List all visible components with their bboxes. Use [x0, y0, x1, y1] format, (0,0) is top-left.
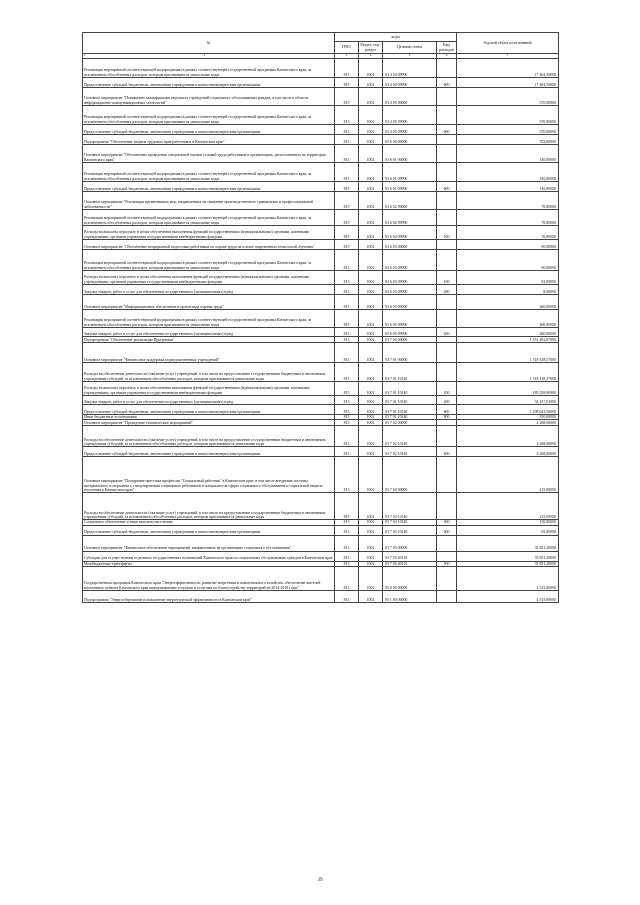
row-target-article: 03 7 01 10140	[383, 396, 437, 405]
table-row	[83, 125, 559, 135]
header-expense-type: Вид расходов	[437, 42, 457, 54]
row-name: Расходы на выплаты персоналу в целях обеспечения выполнения функций государственными (муниципальными) органами, казенными учреждениями, органами управления государственными внебюджетными фондами	[83, 382, 335, 396]
row-grbs: 815	[335, 88, 359, 106]
row-grbs: 815	[335, 566, 359, 590]
row-razdel: 1002	[359, 493, 383, 520]
row-name: Предоставление субсидий бюджетным, автономным учреждениям и иным некоммерческим организациям	[83, 447, 335, 457]
row-amount: 76,00000	[457, 210, 559, 226]
row-expense-type: 600	[437, 447, 457, 457]
row-name: Основное мероприятие "Обеспечение проведения специальной оценки условий труда работников в организациях, расположенных на территории Камчатского края"	[83, 145, 335, 163]
row-name: Основное мероприятие "Проведение тематических мероприятий"	[83, 420, 335, 426]
row-name: Межбюджетные трансферты	[83, 561, 335, 566]
row-target-article: 03 6 02 09990	[383, 226, 437, 240]
row-expense-type	[437, 88, 457, 106]
row-expense-type	[437, 310, 457, 328]
row-name: Реализация мероприятий соответствующей подпрограммы в рамках соответствующей государственной программы Камчатского края, за исключением обособленных расходов, которым присваиваются уникальные коды	[83, 163, 335, 182]
row-razdel: 1002	[359, 78, 383, 88]
table-row	[83, 240, 559, 250]
row-target-article: 05 1 00 00000	[383, 590, 437, 602]
row-target-article: 03 6 03 09990	[383, 271, 437, 285]
row-amount: 215,00000	[457, 493, 559, 520]
table-row	[83, 145, 559, 163]
row-target-article: 03 6 02 09990	[383, 210, 437, 226]
row-grbs: 815	[335, 310, 359, 328]
row-grbs: 815	[335, 295, 359, 310]
row-target-article: 03 4 04 09990	[383, 59, 437, 78]
row-grbs: 815	[335, 328, 359, 337]
row-grbs: 815	[335, 520, 359, 525]
row-name: Основное мероприятие "Финансовое поддержка подведомственных учреждений"	[83, 343, 335, 363]
row-amount: 336,00000	[457, 145, 559, 163]
row-grbs: 815	[335, 210, 359, 226]
row-name: Предоставление субсидий бюджетным, автономным учреждениям и иным некоммерческим организациям	[83, 125, 335, 135]
table-row	[83, 135, 559, 145]
row-target-article: 03 6 02 00000	[383, 192, 437, 210]
row-target-article: 03 7 05 40110	[383, 561, 437, 566]
row-target-article: 03 7 01 10140	[383, 405, 437, 415]
table-row	[83, 343, 559, 363]
row-expense-type	[437, 295, 457, 310]
row-amount: 1 551 492,87000	[457, 337, 559, 343]
row-razdel: 1002	[359, 382, 383, 396]
row-razdel: 1002	[359, 135, 383, 145]
table-row	[83, 590, 559, 602]
row-amount: 570,00000	[457, 125, 559, 135]
row-razdel: 1002	[359, 420, 383, 426]
row-expense-type: 600	[437, 78, 457, 88]
row-name: Закупка товаров, работ и услуг для обеспечения государственных (муниципальных) нужд	[83, 285, 335, 295]
row-amount: 35 851,30000	[457, 535, 559, 551]
row-grbs: 815	[335, 525, 359, 535]
row-name: Подпрограмма "Обеспечение реализации Программы"	[83, 337, 335, 343]
row-razdel: 1002	[359, 240, 383, 250]
row-razdel: 1002	[359, 525, 383, 535]
row-grbs: 815	[335, 382, 359, 396]
table-row	[83, 106, 559, 125]
table-row	[83, 271, 559, 285]
row-razdel: 1002	[359, 163, 383, 182]
row-razdel: 1002	[359, 551, 383, 561]
header-name: №	[83, 33, 335, 54]
row-expense-type	[437, 590, 457, 602]
row-target-article: 03 7 04 10140	[383, 520, 437, 525]
row-expense-type: 600	[437, 525, 457, 535]
row-target-article: 03 4 05 09990	[383, 125, 437, 135]
row-grbs: 815	[335, 337, 359, 343]
row-amount: 35 851,30000	[457, 551, 559, 561]
row-target-article: 03 6 03 00000	[383, 240, 437, 250]
row-amount: 82,00000	[457, 271, 559, 285]
row-target-article: 03 7 05 00000	[383, 535, 437, 551]
row-name: Закупка товаров, работ и услуг для обеспечения государственных (муниципальных) нужд	[83, 328, 335, 337]
row-name: Иные бюджетные ассигнования	[83, 415, 335, 420]
row-amount: 150,00000	[457, 520, 559, 525]
row-name: Реализация мероприятий соответствующей подпрограммы в рамках соответствующей государственной программы Камчатского края, за исключением обособленных расходов, которым присваиваются уникальные коды	[83, 210, 335, 226]
col-num-2-label: 2	[203, 53, 206, 58]
row-amount: 336,00000	[457, 163, 559, 182]
row-name: Основное мероприятие "Реализация превентивных мер, направленных на снижение производственного травматизма и профессиональной заболеваемости"	[83, 192, 335, 210]
table-row	[83, 192, 559, 210]
table-row	[83, 210, 559, 226]
row-amount: 260,00000	[457, 328, 559, 337]
row-name: Закупка товаров, работ и услуг для обеспечения государственных (муниципальных) нужд	[83, 396, 335, 405]
row-expense-type	[437, 145, 457, 163]
table-row	[83, 250, 559, 271]
row-razdel: 1002	[359, 210, 383, 226]
row-target-article: 03 6 05 00000	[383, 295, 437, 310]
row-expense-type: 100	[437, 271, 457, 285]
row-amount: 4 515,00000	[457, 590, 559, 602]
row-razdel: 1002	[359, 457, 383, 493]
row-amount: 570,00000	[457, 106, 559, 125]
row-target-article: 03 6 05 09990	[383, 310, 437, 328]
row-razdel: 1002	[359, 363, 383, 382]
row-name: Основное мероприятие "Информационное обеспечение и пропаганда охраны труда"	[83, 295, 335, 310]
row-razdel: 1002	[359, 250, 383, 271]
row-grbs: 815	[335, 396, 359, 405]
row-target-article: 03 7 04 00000	[383, 457, 437, 493]
row-expense-type	[437, 192, 457, 210]
row-expense-type: 300	[437, 520, 457, 525]
row-grbs: 815	[335, 426, 359, 447]
row-expense-type	[437, 535, 457, 551]
row-expense-type	[437, 363, 457, 382]
row-target-article: 03 4 04 09990	[383, 78, 437, 88]
row-target-article: 03 7 02 10140	[383, 447, 437, 457]
row-grbs: 815	[335, 415, 359, 420]
row-grbs: 815	[335, 145, 359, 163]
table-row	[83, 535, 559, 551]
col-num-5: 5	[383, 54, 437, 59]
row-expense-type: 800	[437, 415, 457, 420]
table-row	[83, 525, 559, 535]
row-expense-type: 500	[437, 561, 457, 566]
row-target-article: 05 0 00 00000	[383, 566, 437, 590]
row-grbs: 815	[335, 59, 359, 78]
budget-table-page	[82, 32, 558, 603]
row-expense-type: 200	[437, 328, 457, 337]
row-grbs: 815	[335, 135, 359, 145]
row-name: Предоставление субсидий бюджетным, автономным учреждениям и иным некоммерческим организациям	[83, 525, 335, 535]
row-expense-type	[437, 551, 457, 561]
row-name: Социальное обеспечение и иные выплаты населению	[83, 520, 335, 525]
table-row	[83, 551, 559, 561]
row-amount: 35 851,30000	[457, 561, 559, 566]
row-grbs: 815	[335, 106, 359, 125]
row-grbs: 815	[335, 271, 359, 285]
row-target-article: 03 7 01 10140	[383, 363, 437, 382]
row-razdel: 1002	[359, 226, 383, 240]
row-amount: 1 298 043,56000	[457, 405, 559, 415]
row-target-article: 03 7 05 40110	[383, 551, 437, 561]
header-grbs: ГРБС	[335, 42, 359, 54]
row-razdel: 1002	[359, 415, 383, 420]
row-expense-type: 100	[437, 226, 457, 240]
row-name: Расходы на выплаты персоналу в целях обеспечения выполнения функций государственными (муниципальными) органами, казенными учреждениями, органами управления государственными внебюджетными фондами	[83, 226, 335, 240]
row-grbs: 815	[335, 590, 359, 602]
row-razdel: 1002	[359, 343, 383, 363]
table-row	[83, 396, 559, 405]
row-expense-type: 600	[437, 125, 457, 135]
row-target-article: 03 7 01 10140	[383, 382, 437, 396]
table-row	[83, 163, 559, 182]
row-target-article: 03 4 05 09990	[383, 106, 437, 125]
row-target-article: 03 4 05 00000	[383, 88, 437, 106]
col-num-1-label: 1	[84, 53, 86, 58]
row-amount: 260,00000	[457, 310, 559, 328]
row-razdel: 1002	[359, 447, 383, 457]
row-razdel: 1002	[359, 328, 383, 337]
header-razdel: Раздел, под-раздел	[360, 43, 381, 52]
row-amount: 90,00000	[457, 240, 559, 250]
col-num-4: 4	[359, 54, 383, 59]
row-amount: 4 268,00000	[457, 426, 559, 447]
row-grbs: 815	[335, 493, 359, 520]
row-razdel: 1002	[359, 396, 383, 405]
row-target-article: 03 6 01 00000	[383, 145, 437, 163]
row-target-article: 03 6 05 09990	[383, 328, 437, 337]
table-row	[83, 447, 559, 457]
table-row	[83, 566, 559, 590]
table-row	[83, 295, 559, 310]
row-name: Подпрограмма "Обеспечение защиты трудовых прав работников в Камчатском крае"	[83, 135, 335, 145]
row-name: Основное мероприятие "Повышение квалификации персонала учреждений социального обслуживания граждан, в том числе в области информационно-коммуникационных технологий"	[83, 88, 335, 106]
row-amount: 65,00000	[457, 525, 559, 535]
table-row	[83, 363, 559, 382]
header-codes: коды	[335, 33, 457, 42]
row-name: Расходы на обеспечение деятельности (оказание услуг) учреждений, в том числе на предоставление государственным бюджетным и автономным учреждениям субсидий, за исключением обособленных расходов, которым присваиваются уникальные коды	[83, 363, 335, 382]
row-expense-type	[437, 240, 457, 250]
row-razdel: 1002	[359, 271, 383, 285]
row-amount: 350,00000	[457, 415, 559, 420]
row-grbs: 815	[335, 535, 359, 551]
row-grbs: 815	[335, 363, 359, 382]
row-expense-type	[437, 250, 457, 271]
row-razdel: 1002	[359, 106, 383, 125]
row-name: Государственная программа Камчатского края "Энергоэффективность, развитие энергетики и коммунального хозяйства, обеспечение жителей населенных пунктов Камчатского края коммунальными услугами и услугами по благоустройству территорий на 2014-2018 годы"	[83, 566, 335, 590]
row-name: Основное мероприятие "Поощрение престижа профессии "Социальный работник" в Камчатском крае, в том числе внедрение системы материального и морального стимулирования социальных работников и специалистов сферы социального обслуживания и социальной защиты населения в Камчатском крае"	[83, 457, 335, 493]
table-row	[83, 328, 559, 337]
row-amount: 17 464,50000	[457, 59, 559, 78]
row-amount: 702,00000	[457, 135, 559, 145]
row-razdel: 1002	[359, 310, 383, 328]
col-num-3: 3	[335, 54, 359, 59]
row-expense-type: 100	[437, 382, 457, 396]
row-expense-type: 600	[437, 182, 457, 192]
row-grbs: 815	[335, 447, 359, 457]
row-name: Основное мероприятие "Финансовое обеспечение мероприятий, направленных на организацию социального обслуживания"	[83, 535, 335, 551]
row-expense-type	[437, 343, 457, 363]
row-razdel: 1002	[359, 337, 383, 343]
row-expense-type	[437, 135, 457, 145]
table-row	[83, 78, 559, 88]
row-razdel: 1002	[359, 566, 383, 590]
row-grbs: 815	[335, 405, 359, 415]
row-grbs: 815	[335, 285, 359, 295]
row-expense-type	[437, 566, 457, 590]
row-razdel: 1002	[359, 145, 383, 163]
row-grbs: 815	[335, 551, 359, 561]
row-amount: 336,00000	[457, 182, 559, 192]
row-amount: 90,00000	[457, 250, 559, 271]
col-num-6: 6	[437, 54, 457, 59]
table-row	[83, 405, 559, 415]
header-amount: Годовой объем ассигнований	[457, 33, 559, 54]
row-target-article: 03 6 01 09990	[383, 163, 437, 182]
table-row	[83, 88, 559, 106]
row-grbs: 815	[335, 240, 359, 250]
row-amount: 185 528,00000	[457, 382, 559, 396]
table-row	[83, 310, 559, 328]
row-razdel: 1002	[359, 535, 383, 551]
row-razdel: 1002	[359, 285, 383, 295]
row-name: Расходы на обеспечение деятельности (оказание услуг) учреждений, в том числе на предоставление государственным бюджетным и автономным учреждениям субсидий, за исключением обособленных расходов, которым присваиваются уникальные коды	[83, 426, 335, 447]
row-expense-type	[437, 59, 457, 78]
row-name: Реализация мероприятий соответствующей подпрограммы в рамках соответствующей государственной программы Камчатского края, за исключением обособленных расходов, которым присваиваются уникальные коды	[83, 250, 335, 271]
table-row	[83, 493, 559, 520]
col-num-7: 7	[457, 54, 559, 59]
row-name: Расходы на обеспечение деятельности (оказание услуг) учреждений, в том числе на предоставление государственным бюджетным и автономным учреждениям субсидий, за исключением обособленных расходов, которым присваиваются уникальные коды	[83, 493, 335, 520]
row-razdel: 1002	[359, 561, 383, 566]
table-body	[83, 59, 559, 603]
header-target-article: Целевая статья	[383, 42, 437, 54]
row-grbs: 815	[335, 420, 359, 426]
row-grbs: 815	[335, 250, 359, 271]
row-grbs: 815	[335, 192, 359, 210]
row-amount: 215,00000	[457, 457, 559, 493]
row-name: Предоставление субсидий бюджетным, автономным учреждениям и иным некоммерческим организациям	[83, 182, 335, 192]
row-amount: 17 464,50000	[457, 78, 559, 88]
row-name: Реализация мероприятий соответствующей подпрограммы в рамках соответствующей государственной программы Камчатского края, за исключением обособленных расходов, которым присваиваются уникальные коды	[83, 310, 335, 328]
row-grbs: 815	[335, 125, 359, 135]
row-amount: 4 268,00000	[457, 447, 559, 457]
row-expense-type	[437, 457, 457, 493]
row-amount: 76,00000	[457, 192, 559, 210]
row-grbs: 815	[335, 457, 359, 493]
row-expense-type	[437, 163, 457, 182]
row-name: Основное мероприятие "Обеспечение непрерывной подготовки работников по охране труда на основе современных технологий обучения"	[83, 240, 335, 250]
table-row	[83, 285, 559, 295]
row-razdel: 1002	[359, 88, 383, 106]
row-amount: 1 518 158,57000	[457, 343, 559, 363]
row-target-article: 03 6 03 09990	[383, 285, 437, 295]
row-expense-type: 600	[437, 405, 457, 415]
table-row	[83, 457, 559, 493]
row-amount: 1 518 158,57000	[457, 363, 559, 382]
row-amount: 570,00000	[457, 88, 559, 106]
row-expense-type: 200	[437, 396, 457, 405]
row-razdel: 1002	[359, 590, 383, 602]
row-target-article: 03 7 00 00000	[383, 337, 437, 343]
row-amount: 4 515,00000	[457, 566, 559, 590]
row-grbs: 815	[335, 561, 359, 566]
row-razdel: 1002	[359, 192, 383, 210]
row-razdel: 1002	[359, 295, 383, 310]
row-razdel: 1002	[359, 59, 383, 78]
row-razdel: 1002	[359, 125, 383, 135]
page-number: 39	[317, 878, 323, 883]
row-expense-type	[437, 493, 457, 520]
row-expense-type	[437, 426, 457, 447]
table-row	[83, 426, 559, 447]
row-amount: 4 268,00000	[457, 420, 559, 426]
row-razdel: 1002	[359, 405, 383, 415]
row-grbs: 815	[335, 343, 359, 363]
row-target-article: 03 7 01 10140	[383, 415, 437, 420]
row-target-article: 03 6 03 09990	[383, 250, 437, 271]
row-name: Подпрограмма "Энергосбережение и повышение энергетической эффективности в Камчатском крае"	[83, 590, 335, 602]
table-row	[83, 382, 559, 396]
row-expense-type	[437, 210, 457, 226]
row-amount: 34 237,01000	[457, 396, 559, 405]
row-grbs: 815	[335, 182, 359, 192]
row-target-article: 03 7 04 10140	[383, 493, 437, 520]
row-grbs: 815	[335, 226, 359, 240]
table-row	[83, 226, 559, 240]
row-grbs: 815	[335, 78, 359, 88]
row-target-article: 03 7 02 10140	[383, 426, 437, 447]
budget-table	[82, 32, 559, 603]
row-target-article: 03 6 00 00000	[383, 135, 437, 145]
row-target-article: 03 7 04 10140	[383, 525, 437, 535]
row-name: Расходы на выплаты персоналу в целях обеспечения выполнения функций государственными (муниципальными) органами, казенными учреждениями, органами управления государственными внебюджетными фондами	[83, 271, 335, 285]
row-amount: 76,00000	[457, 226, 559, 240]
row-amount: 260,00000	[457, 295, 559, 310]
row-target-article: 03 7 02 00000	[383, 420, 437, 426]
table-row	[83, 59, 559, 78]
row-razdel: 1002	[359, 182, 383, 192]
row-razdel: 1002	[359, 520, 383, 525]
row-name: Реализация мероприятий соответствующей подпрограммы в рамках соответствующей государственной программы Камчатского края, за исключением обособленных расходов, которым присваиваются уникальные коды	[83, 106, 335, 125]
row-expense-type	[437, 106, 457, 125]
row-name: Предоставление субсидий бюджетным, автономным учреждениям и иным некоммерческим организациям	[83, 405, 335, 415]
table-row	[83, 182, 559, 192]
row-target-article: 03 6 01 09990	[383, 182, 437, 192]
row-razdel: 1002	[359, 426, 383, 447]
row-grbs: 815	[335, 163, 359, 182]
row-expense-type: 200	[437, 285, 457, 295]
row-name: Реализация мероприятий соответствующей подпрограммы в рамках соответствующей государственной программы Камчатского края, за исключением обособленных расходов, которым присваиваются уникальные коды	[83, 59, 335, 78]
row-amount: 8,00000	[457, 285, 559, 295]
row-name: Субсидии для осуществления отдельных государственных полномочий Камчатского края по социальному обслуживанию граждан в Камчатском крае	[83, 551, 335, 561]
row-target-article: 03 7 01 00000	[383, 343, 437, 363]
row-name: Предоставление субсидий бюджетным, автономным учреждениям и иным некоммерческим организациям	[83, 78, 335, 88]
